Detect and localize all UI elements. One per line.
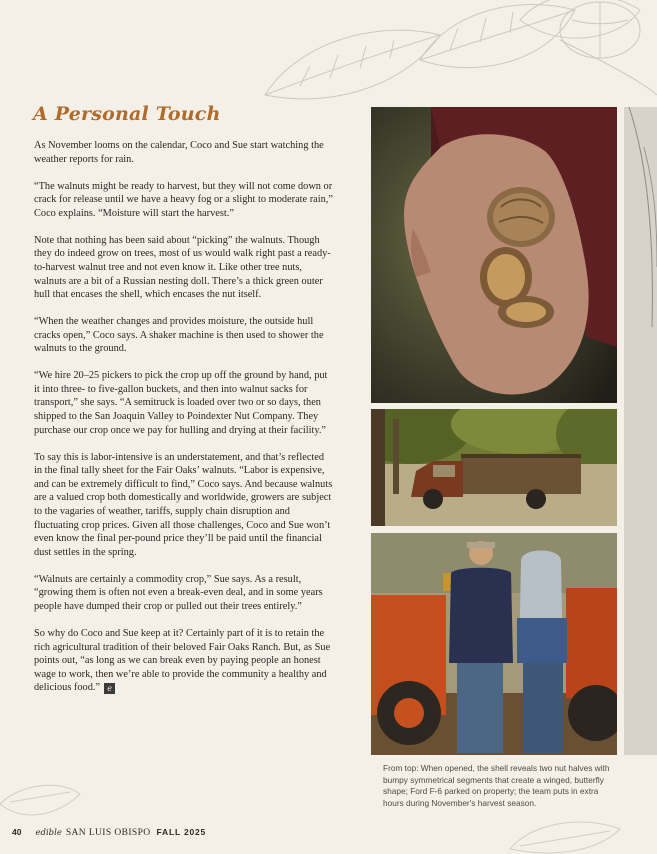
paragraph: As November looms on the calendar, Coco and Sue start watching the weather reports for rain.	[34, 140, 324, 165]
paragraph-final	[34, 627, 334, 695]
magazine-prefix: edible	[35, 828, 62, 838]
paragraph: “We hire 20–25 pickers to pick the crop up off the ground by hand, put it into three- to five-gallon buckets, and then into walnut sacks for transport,” she says. “A semitruck is loaded over two or so days, then shipped to the San Joaquin Valley to Poindexter Nut Company. They purchase our crop once we pay for hulling and drying at their facility.”	[34, 370, 328, 436]
end-mark-icon: e	[104, 683, 115, 694]
paragraph: “The walnuts might be ready to harvest, but they will not come down or crack for release until we have a heavy fog or a slight to moderate rain,” Coco explains. “Moisture will start the harvest.”	[34, 180, 333, 219]
paragraph: To say this is labor-intensive is an understatement, and that’s reflected in the final tally sheet for the Fair Oaks’ walnuts. “Labor is expensive, and can be extremely difficult to find,” Coco says. And because walnuts are a valued crop both domestically and worldwide, growers are subject to the vagaries of weather, tariffs, supply chain disruption and fluctuating crop prices. Given all those challenges, Coco and Sue won’t even know the final per-pound price they’ll be paid until the financial dust settles in the spring.	[34, 451, 333, 558]
photo-harvest-team	[371, 533, 617, 755]
photo-ford-truck	[371, 409, 617, 526]
paragraph: Note that nothing has been said about “picking” the walnuts. Though they do indeed grow on trees, most of us would walk right past a ready-to-harvest walnut tree and not even know it. Like other tree nuts, walnuts are a bit of a Russian nesting doll. There’s a thick green outer hull that encases the shell, which encases the nut itself.	[34, 234, 331, 301]
article-body	[34, 139, 334, 708]
page-number: 40	[12, 827, 22, 837]
magazine-name: SAN LUIS OBISPO	[65, 828, 151, 838]
section-title: A Personal Touch	[33, 103, 221, 125]
paragraph: “When the weather changes and provides moisture, the outside hull cracks open,” Coco says. A shaker machine is then used to shower the walnuts to the ground.	[34, 316, 324, 355]
paragraph-final-text: So why do Coco and Sue keep at it? Certainly part of it is to retain the rich agricultural tradition of their beloved Fair Oaks Ranch. But, as Sue points out, “as long as we can break even by paying people an honest wage to work, then we’re able to provide the community a healthy and delicious food.”	[34, 627, 331, 694]
issue-label: FALL 2025	[156, 827, 207, 837]
side-image-strip	[624, 107, 657, 755]
page-footer	[12, 827, 206, 838]
photo-walnut-in-hand	[371, 107, 617, 403]
photo-caption: From top: When opened, the shell reveals two nut halves with bumpy symmetrical segments that create a winged, butterfly shape; Ford F-6 parked on property; the team puts in extra hours during November's harvest season.	[383, 763, 610, 809]
paragraph: “Walnuts are certainly a commodity crop,” Sue says. As a result, “growing them is often not even a break-even deal, and in some years people have dumped their crop or pulled out their trees entirely.”	[34, 573, 323, 612]
leaf-illustration-top	[0, 0, 657, 110]
